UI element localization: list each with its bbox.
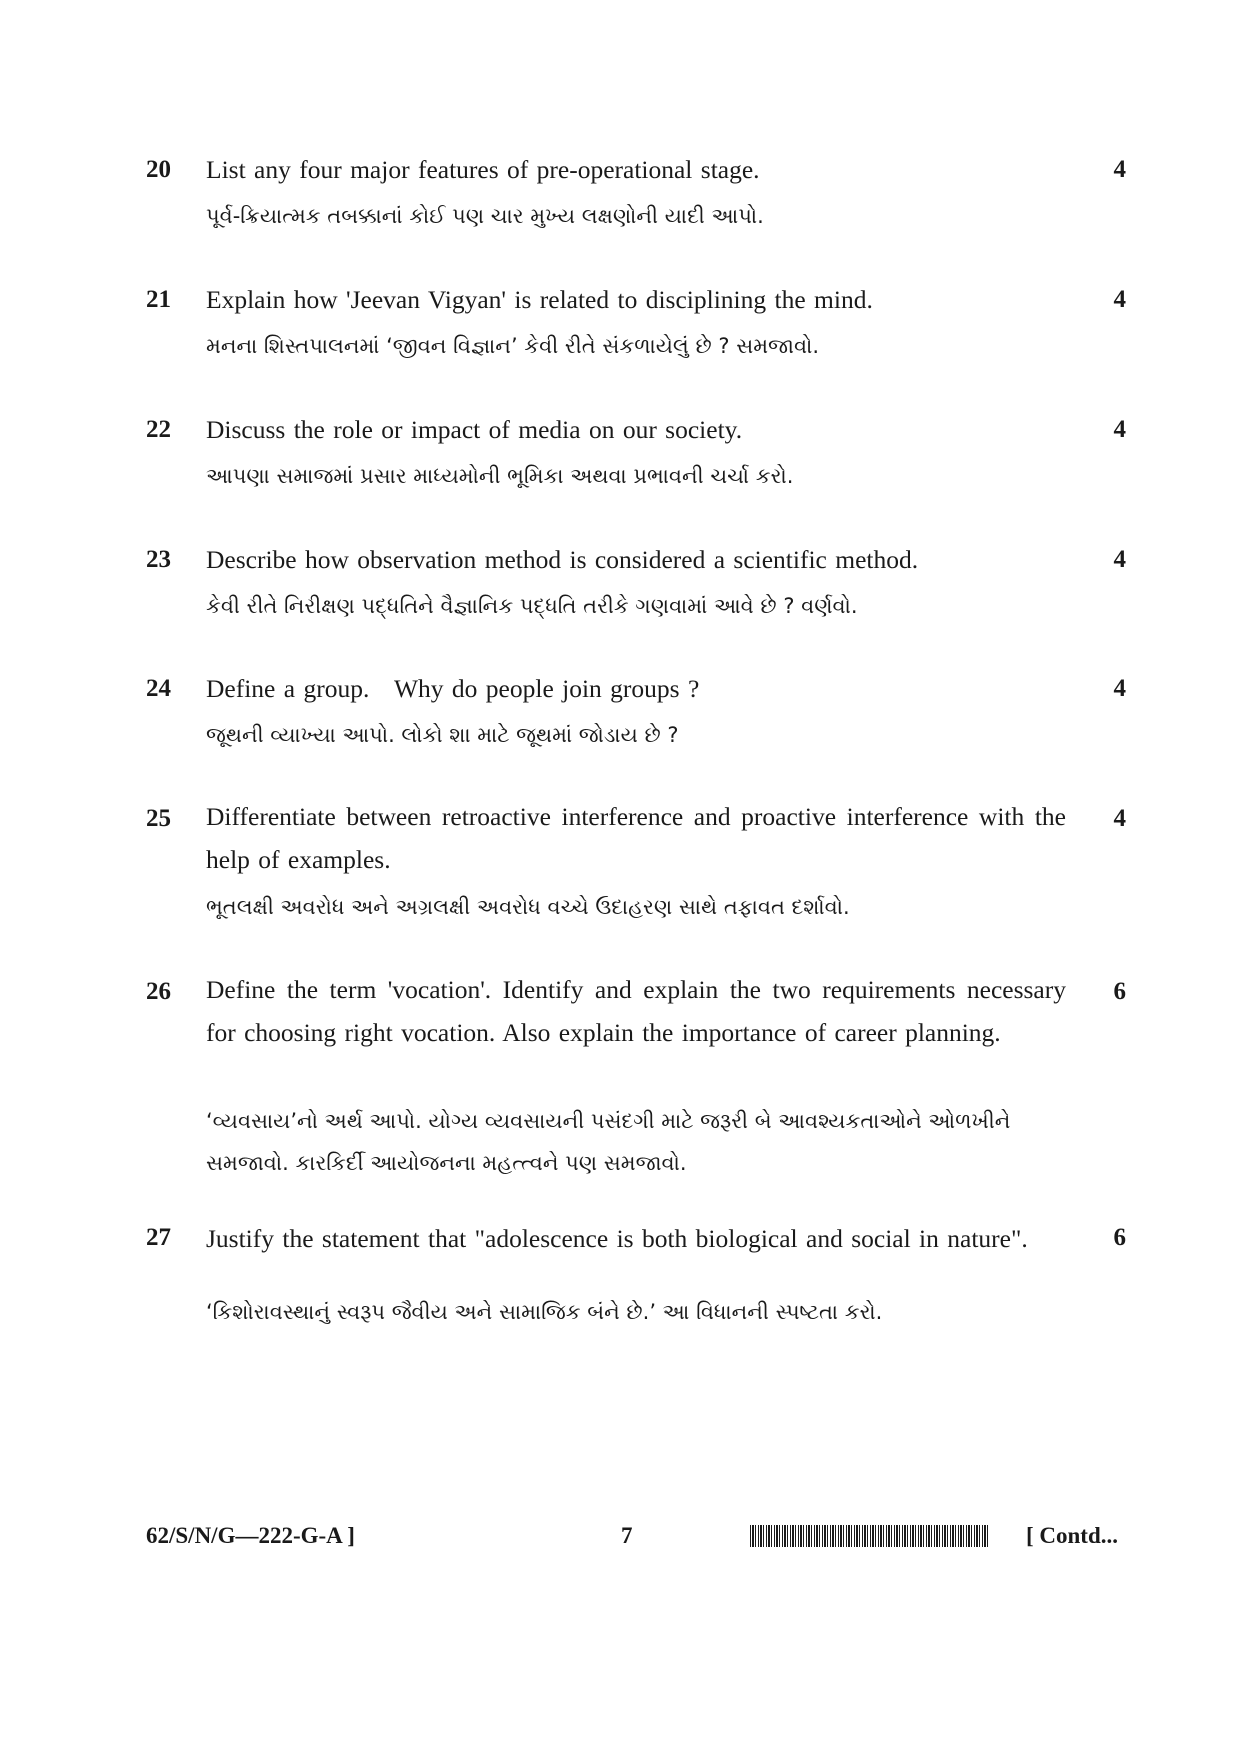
question-number: 26 — [146, 978, 171, 1005]
paper-code: 62/S/N/G—222-G-A ] — [146, 1523, 355, 1548]
question-text-english: Explain how 'Jeevan Vigyan' is related to disciplining the mind. — [206, 285, 873, 314]
question-23 — [146, 536, 1126, 636]
question-marks: 4 — [1113, 416, 1126, 443]
question-marks: 4 — [1113, 546, 1126, 573]
continued-label: [ Contd... — [1025, 1523, 1118, 1548]
question-text-gujarati: મનના શિસ્તપાલનમાં ‘જીવન વિજ્ઞાન’ કેવી રીતે સંકળાયેલું છે ? સમજાવો. — [206, 334, 819, 358]
question-number: 21 — [146, 286, 171, 313]
question-text-english: Discuss the role or impact of media on our society. — [206, 415, 743, 444]
question-marks: 6 — [1113, 978, 1126, 1005]
question-25 — [146, 795, 1126, 935]
question-text-english: Define the term 'vocation'. Identify and explain the two requirements necessary for choosing right vocation. Also explain the importance of career planning. — [206, 975, 1066, 1047]
question-text-gujarati: પૂર્વ-ક્રિયાત્મક તબક્કાનાં કોઈ પણ ચાર મુખ્ય લક્ષણોની યાદી આપો. — [206, 204, 764, 228]
question-27 — [146, 1214, 1126, 1344]
question-text-english: Describe how observation method is considered a scientific method. — [206, 545, 919, 574]
page-footer — [146, 1516, 1126, 1556]
question-number: 25 — [146, 805, 171, 832]
question-number: 27 — [146, 1224, 171, 1251]
question-number: 20 — [146, 156, 171, 183]
question-number: 23 — [146, 546, 171, 573]
question-text-gujarati: ભૂતલક્ષી અવરોધ અને અગ્રલક્ષી અવરોધ વચ્ચે ઉદાહરણ સાથે તફાવત દર્શાવો. — [206, 895, 850, 919]
question-22 — [146, 406, 1126, 506]
question-number: 24 — [146, 675, 171, 702]
question-24 — [146, 665, 1126, 765]
question-text-english: Justify the statement that "adolescence is both biological and social in nature". — [206, 1224, 1028, 1253]
question-marks: 4 — [1113, 675, 1126, 702]
question-text-english: Differentiate between retroactive interference and proactive interference with the help of examples. — [206, 802, 1066, 874]
question-marks: 6 — [1113, 1224, 1126, 1251]
question-marks: 4 — [1113, 286, 1126, 313]
question-text-gujarati: કેવી રીતે નિરીક્ષણ પદ્ધતિને વૈજ્ઞાનિક પદ્ધતિ તરીકે ગણવામાં આવે છે ? વર્ણવો. — [206, 594, 858, 618]
question-marks: 4 — [1113, 805, 1126, 832]
question-marks: 4 — [1113, 156, 1126, 183]
question-number: 22 — [146, 416, 171, 443]
question-text-gujarati: આપણા સમાજમાં પ્રસાર માધ્યમોની ભૂમિકા અથવા પ્રભાવની ચર્ચા કરો. — [206, 464, 794, 488]
question-text-gujarati: ‘વ્યવસાય’નો અર્થ આપો. યોગ્ય વ્યવસાયની પસંદગી માટે જરૂરી બે આવશ્યકતાઓને ઓળખીને સમજાવો. કારકિર્દી આયોજનના મહત્ત્વને પણ સમજાવો. — [206, 1109, 1011, 1175]
question-text-english: List any four major features of pre-operational stage. — [206, 155, 760, 184]
question-20 — [146, 146, 1126, 246]
page-number: 7 — [621, 1523, 633, 1548]
question-26 — [146, 968, 1126, 1178]
question-text-english: Define a group. Why do people join groups ? — [206, 674, 700, 703]
question-21 — [146, 276, 1126, 376]
barcode — [750, 1525, 988, 1547]
question-text-gujarati: ‘કિશોરાવસ્થાનું સ્વરૂપ જૈવીય અને સામાજિક બંને છે.’ આ વિધાનની સ્પષ્ટતા કરો. — [206, 1300, 883, 1324]
question-text-gujarati: જૂથની વ્યાખ્યા આપો. લોકો શા માટે જૂથમાં જોડાય છે ? — [206, 723, 679, 747]
